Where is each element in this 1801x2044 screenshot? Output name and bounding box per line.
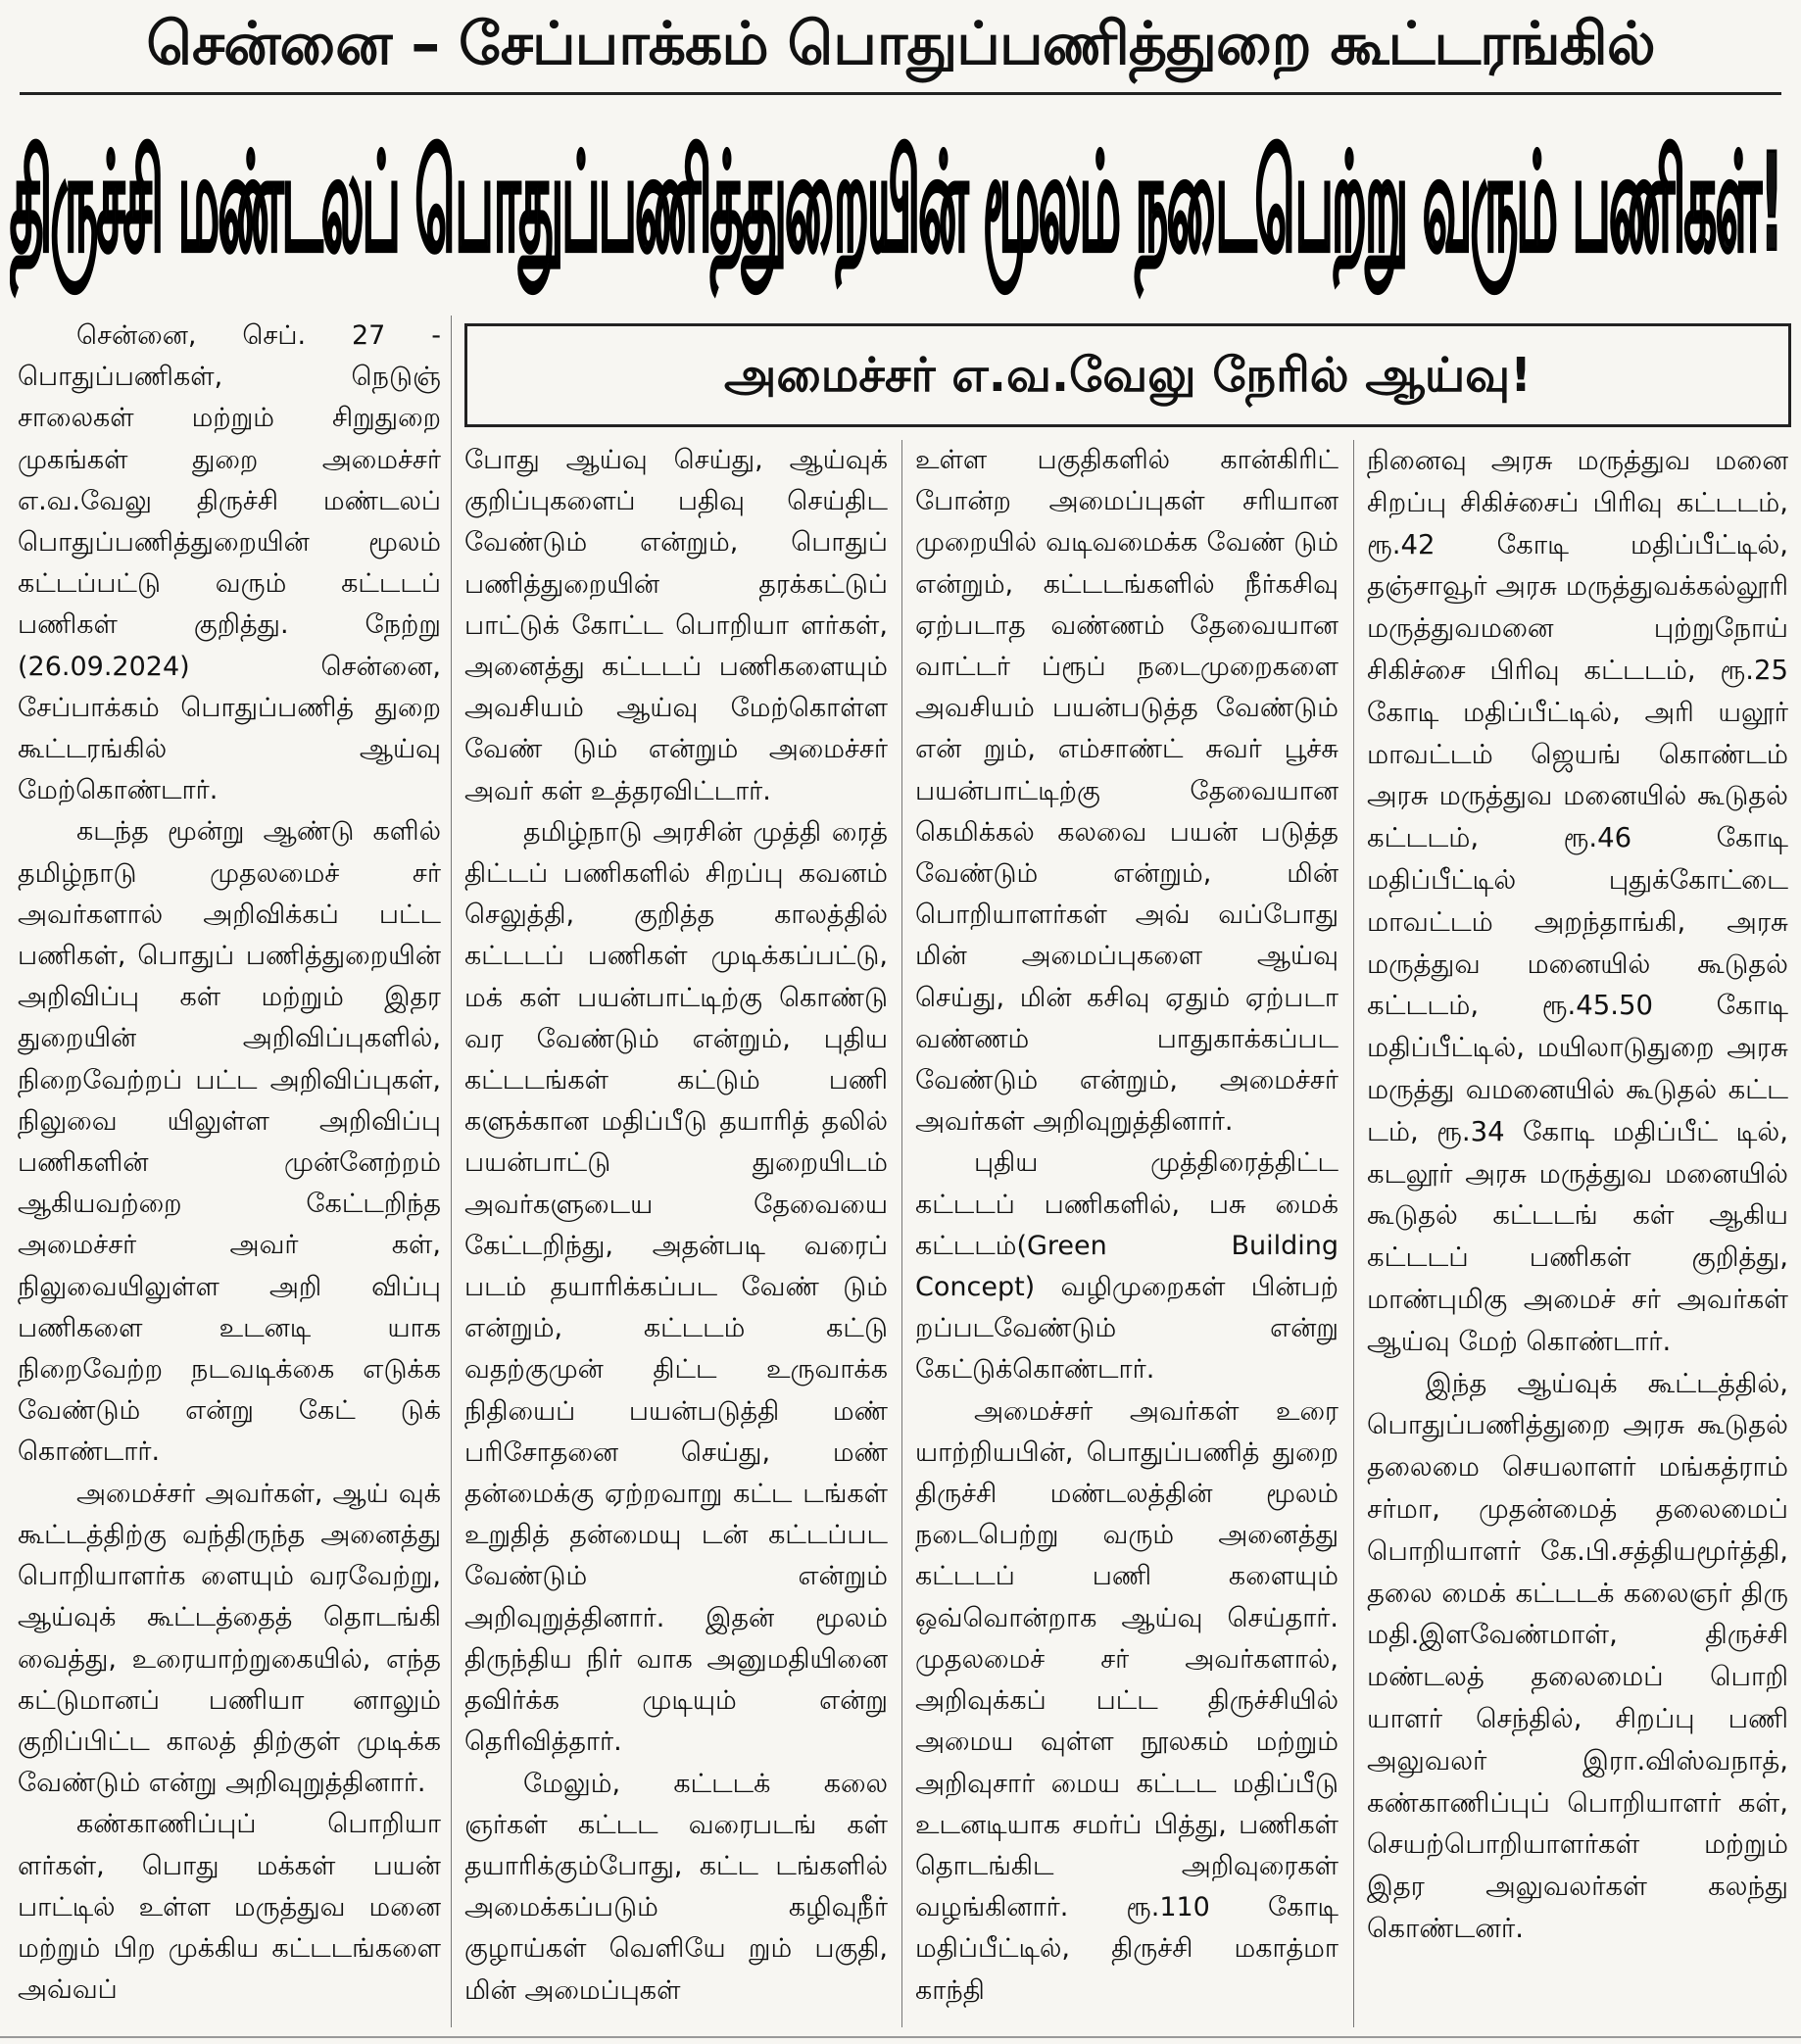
subheadline-box: அமைச்சர் எ.வ.வேலு நேரில் ஆய்வு! [464, 323, 1791, 427]
paragraph: கண்காணிப்புப் பொறியா ளர்கள், பொது மக்கள் பயன் பாட்டில் உள்ள மருத்துவ மனை மற்றும் பிற முக்கிய கட்டடங்களை அவ்வப் [18, 1809, 441, 2006]
paragraph: போது ஆய்வு செய்து, ஆய்வுக் குறிப்புகளைப் பதிவு செய்திட வேண்டும் என்றும், பொதுப் பணித்துறையின் தரக்கட்டுப் பாட்டுக் கோட்ட பொறியா ளர்கள், அனைத்து கட்டடப் பணிகளையும் அவசியம் ஆய்வு மேற்கொள்ள வேண் டும் என்றும் அமைச்சர் அவர் கள் உத்தரவிட்டார். [464, 445, 888, 806]
headline-text: திருச்சி மண்டலப் பொதுப்பணித்துறையின் மூலம் நடைபெற்று வரும் பணிகள்! [10, 125, 1782, 282]
column-divider [1353, 440, 1354, 2027]
paragraph: அமைச்சர் அவர்கள், ஆய் வுக் கூட்டத்திற்கு வந்திருந்த அனைத்து பொறியாளர்க ளையும் வரவேற்று, ஆய்வுக் கூட்டத்தைத் தொடங்கி வைத்து, உரையாற்றுகையில், எந்த கட்டுமானப் பணியா னாலும் குறிப்பிட்ட காலத் திற்குள் முடிக்க வேண்டும் என்று அறிவுறுத்தினார். [18, 1478, 441, 1799]
paragraph: இந்த ஆய்வுக் கூட்டத்தில், பொதுப்பணித்துறை அரசு கூடுதல் தலைமை செயலாளர் மங்கத்ராம் சர்மா, முதன்மைத் தலைமைப் பொறியாளர் கே.பி.சத்தியமூர்த்தி, தலை மைக் கட்டடக் கலைஞர் திரு மதி.இளவேண்மாள், திருச்சி மண்டலத் தலைமைப் பொறி யாளர் செந்தில், சிறப்பு பணி அலுவலர் இரா.விஸ்வநாத், கண்காணிப்புப் பொறியாளர் கள், செயற்பொறியாளர்கள் மற்றும் இதர அலுவலர்கள் கலந்து கொண்டனர். [1367, 1367, 1788, 1944]
paragraph: புதிய முத்திரைத்திட்ட கட்டடப் பணிகளில், பசு மைக் கட்டடம்(Green Building Concept) வழிமுறைகள் பின்பற் றப்படவேண்டும் என்று கேட்டுக்கொண்டார். [915, 1147, 1339, 1386]
paragraph: தமிழ்நாடு அரசின் முத்தி ரைத் திட்டப் பணிகளில் சிறப்பு கவனம் செலுத்தி, குறித்த காலத்தில் கட்டடப் பணிகள் முடிக்கப்பட்டு, மக் கள் பயன்பாட்டிற்கு கொண்டு வர வேண்டும் என்றும், புதிய கட்டடங்கள் கட்டும் பணி களுக்கான மதிப்பீடு தயாரித் தலில் பயன்பாட்டு துறையிடம் அவர்களுடைய தேவையை கேட்டறிந்து, அதன்படி வரைப் படம் தயாரிக்கப்பட வேண் டும் என்றும், கட்டடம் கட்டு வதற்குமுன் திட்ட உருவாக்க நிதியைப் பயன்படுத்தி மண் பரிசோதனை செய்து, மண் தன்மைக்கு ஏற்றவாறு கட்ட டங்கள் உறுதித் தன்மையு டன் கட்டப்பட வேண்டும் என்றும் அறிவுறுத்தினார். இதன் மூலம் திருந்திய நிர் வாக அனுமதியினை தவிர்க்க முடியும் என்று தெரிவித்தார். [464, 816, 888, 1758]
paragraph: அமைச்சர் அவர்கள் உரை யாற்றியபின், பொதுப்பணித் துறை திருச்சி மண்டலத்தின் மூலம் நடைபெற்று வரும் அனைத்து கட்டடப் பணி களையும் ஒவ்வொன்றாக ஆய்வு செய்தார். முதலமைச் சர் அவர்களால், அறிவுக்கப் பட்ட திருச்சியில் அமைய வுள்ள நூலகம் மற்றும் அறிவுசார் மைய கட்டட மதிப்பீடு உடனடியாக சமர்ப் பித்து, பணிகள் தொடங்கிட அறிவுரைகள் வழங்கினார். ரூ.110 கோடி மதிப்பீட்டில், திருச்சி மகாத்மா காந்தி [915, 1395, 1339, 2006]
paragraph: கடந்த மூன்று ஆண்டு களில் தமிழ்நாடு முதலமைச் சர் அவர்களால் அறிவிக்கப் பட்ட பணிகள், பொதுப் பணித்துறையின் அறிவிப்பு கள் மற்றும் இதர துறையின் அறிவிப்புகளில், நிறைவேற்றப் பட்ட அறிவிப்புகள், நிலுவை யிலுள்ள அறிவிப்பு பணிகளின் முன்னேற்றம் ஆகியவற்றை கேட்டறிந்த அமைச்சர் அவர் கள், நிலுவையிலுள்ள அறி விப்பு பணிகளை உடனடி யாக நிறைவேற்ற நடவடிக்கை எடுக்க வேண்டும் என்று கேட் டுக் கொண்டார். [18, 816, 441, 1468]
headline [10, 106, 1791, 302]
paragraph: சென்னை, செப். 27 - பொதுப்பணிகள், நெடுஞ் சாலைகள் மற்றும் சிறுதுறை முகங்கள் துறை அமைச்சர் எ.வ.வேலு திருச்சி மண்டலப் பொதுப்பணித்துறையின் மூலம் கட்டப்பட்டு வரும் கட்டடப் பணிகள் குறித்து. நேற்று (26.09.2024) சென்னை, சேப்பாக்கம் பொதுப்பணித் துறை கூட்டரங்கில் ஆய்வு மேற்கொண்டார். [18, 320, 441, 806]
paragraph: மேலும், கட்டடக் கலை ஞர்கள் கட்டட வரைபடங் கள் தயாரிக்கும்போது, கட்ட டங்களில் அமைக்கப்படும் கழிவுநீர் குழாய்கள் வெளியே றும் பகுதி, மின் அமைப்புகள் [464, 1768, 888, 2006]
kicker-line: சென்னை – சேப்பாக்கம் பொதுப்பணித்துறை கூட்டரங்கில் [146, 10, 1655, 78]
article-column-1 [18, 316, 441, 2020]
column-divider [451, 316, 452, 2027]
kicker-divider [20, 92, 1781, 95]
column-divider [901, 440, 902, 2027]
paragraph: உள்ள பகுதிகளில் கான்கிரிட் போன்ற அமைப்புகள் சரியான முறையில் வடிவமைக்க வேண் டும் என்றும், கட்டடங்களில் நீர்கசிவு ஏற்படாத வண்ணம் தேவையான வாட்டர் ப்ரூப் நடைமுறைகளை அவசியம் பயன்படுத்த வேண்டும் என் றும், எம்சாண்ட் சுவர் பூச்சு பயன்பாட்டிற்கு தேவையான கெமிக்கல் கலவை பயன் படுத்த வேண்டும் என்றும், மின் பொறியாளர்கள் அவ் வப்போது மின் அமைப்புகளை ஆய்வு செய்து, மின் கசிவு ஏதும் ஏற்படா வண்ணம் பாதுகாக்கப்பட வேண்டும் என்றும், அமைச்சர் அவர்கள் அறிவுறுத்தினார். [915, 445, 1339, 1138]
article-column-3 [915, 440, 1339, 2020]
article-column-4 [1367, 440, 1788, 2020]
bottom-divider [0, 2036, 1801, 2038]
paragraph: நினைவு அரசு மருத்துவ மனை சிறப்பு சிகிச்சைப் பிரிவு கட்டடம், ரூ.42 கோடி மதிப்பீட்டில், தஞ்சாவூர் அரசு மருத்துவக்கல்லூரி மருத்துவமனை புற்றுநோய் சிகிச்சை பிரிவு கட்டடம், ரூ.25 கோடி மதிப்பீட்டில், அரி யலூர் மாவட்டம் ஜெயங் கொண்டம் அரசு மருத்துவ மனையில் கூடுதல் கட்டடம், ரூ.46 கோடி மதிப்பீட்டில் புதுக்கோட்டை மாவட்டம் அறந்தாங்கி, அரசு மருத்துவ மனையில் கூடுதல் கட்டடம், ரூ.45.50 கோடி மதிப்பீட்டில், மயிலாடுதுறை அரசு மருத்து வமனையில் கூடுதல் கட்ட டம், ரூ.34 கோடி மதிப்பீட் டில், கடலூர் அரசு மருத்துவ மனையில் கூடுதல் கட்டடங் கள் ஆகிய கட்டடப் பணிகள் குறித்து, மாண்புமிகு அமைச் சர் அவர்கள் ஆய்வு மேற் கொண்டார். [1367, 445, 1788, 1357]
article-column-2 [464, 440, 888, 2020]
